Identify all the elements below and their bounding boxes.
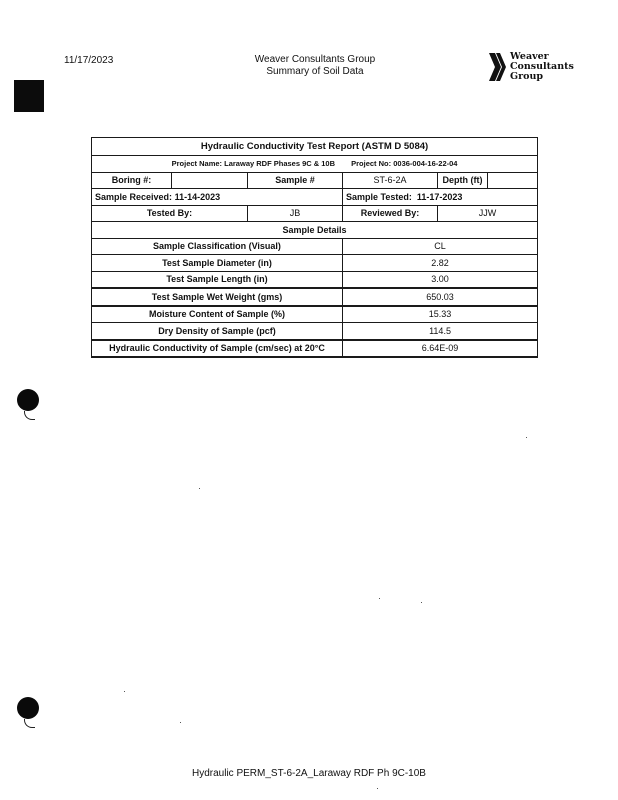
detail-label: Dry Density of Sample (pcf) xyxy=(92,323,343,340)
detail-value: 3.00 xyxy=(343,271,538,288)
logo-mark-icon xyxy=(488,52,508,82)
detail-value: CL xyxy=(343,238,538,255)
company-name: Weaver Consultants Group xyxy=(254,54,376,65)
logo-text: Weaver Consultants Group xyxy=(510,51,574,82)
punch-hole-shadow xyxy=(24,411,35,420)
scan-speck xyxy=(377,788,378,789)
tested-label: Sample Tested: xyxy=(346,191,412,202)
table-title-row xyxy=(92,138,538,156)
boring-row xyxy=(92,172,538,189)
scan-speck xyxy=(124,691,125,692)
boring-label: Boring #: xyxy=(92,172,172,189)
scan-speck xyxy=(526,437,527,438)
page-subtitle: Summary of Soil Data xyxy=(266,66,364,77)
table-row xyxy=(92,238,538,255)
sample-received xyxy=(92,189,343,206)
detail-value: 2.82 xyxy=(343,255,538,272)
project-info xyxy=(92,156,538,173)
detail-value: 114.5 xyxy=(343,323,538,340)
page-header xyxy=(200,54,430,78)
dates-row xyxy=(92,189,538,206)
punch-hole-bottom xyxy=(17,697,39,719)
table-row xyxy=(92,288,538,306)
scan-edge-mark xyxy=(14,80,44,112)
punch-hole-top xyxy=(17,389,39,411)
detail-label: Hydraulic Conductivity of Sample (cm/sec) at 20°C xyxy=(92,340,343,358)
detail-label: Test Sample Wet Weight (gms) xyxy=(92,288,343,306)
table-row xyxy=(92,323,538,340)
details-heading-row xyxy=(92,222,538,239)
sample-tested xyxy=(343,189,538,206)
company-logo xyxy=(488,52,578,84)
detail-label: Test Sample Diameter (in) xyxy=(92,255,343,272)
table-row xyxy=(92,255,538,272)
received-label: Sample Received: xyxy=(95,191,173,202)
project-name-label: Project Name: xyxy=(171,159,223,169)
tested-by-value: JB xyxy=(248,205,343,222)
depth-label: Depth (ft) xyxy=(438,172,488,189)
scan-speck xyxy=(199,488,200,489)
detail-value: 6.64E-09 xyxy=(343,340,538,358)
hydraulic-conductivity-table xyxy=(91,137,538,358)
sample-value: ST-6-2A xyxy=(343,172,438,189)
scan-speck xyxy=(421,602,422,603)
reviewed-by-label: Reviewed By: xyxy=(343,205,438,222)
report-title: Hydraulic Conductivity Test Report (ASTM D 5084) xyxy=(92,138,538,156)
table-row xyxy=(92,271,538,288)
scan-speck xyxy=(180,722,181,723)
table-row xyxy=(92,306,538,323)
personnel-row xyxy=(92,205,538,222)
footer-filename: Hydraulic PERM_ST-6-2A_Laraway RDF Ph 9C-10B xyxy=(192,768,426,779)
reviewed-by-value: JJW xyxy=(438,205,538,222)
sample-details-heading: Sample Details xyxy=(92,222,538,239)
punch-hole-shadow xyxy=(24,719,35,728)
detail-value: 650.03 xyxy=(343,288,538,306)
table-row xyxy=(92,340,538,358)
depth-value xyxy=(488,172,538,189)
tested-by-label: Tested By: xyxy=(92,205,248,222)
project-no: 0036-004-16-22-04 xyxy=(393,159,458,169)
tested-value: 11-17-2023 xyxy=(416,191,463,202)
boring-value xyxy=(172,172,248,189)
project-no-label: Project No: xyxy=(351,159,392,169)
scan-speck xyxy=(379,598,380,599)
detail-label: Sample Classification (Visual) xyxy=(92,238,343,255)
project-row xyxy=(92,156,538,173)
project-name: Laraway RDF Phases 9C & 10B xyxy=(224,159,336,169)
detail-label: Test Sample Length (in) xyxy=(92,271,343,288)
sample-label: Sample # xyxy=(248,172,343,189)
received-value: 11-14-2023 xyxy=(174,191,221,202)
report-date: 11/17/2023 xyxy=(64,55,114,66)
detail-label: Moisture Content of Sample (%) xyxy=(92,306,343,323)
detail-value: 15.33 xyxy=(343,306,538,323)
